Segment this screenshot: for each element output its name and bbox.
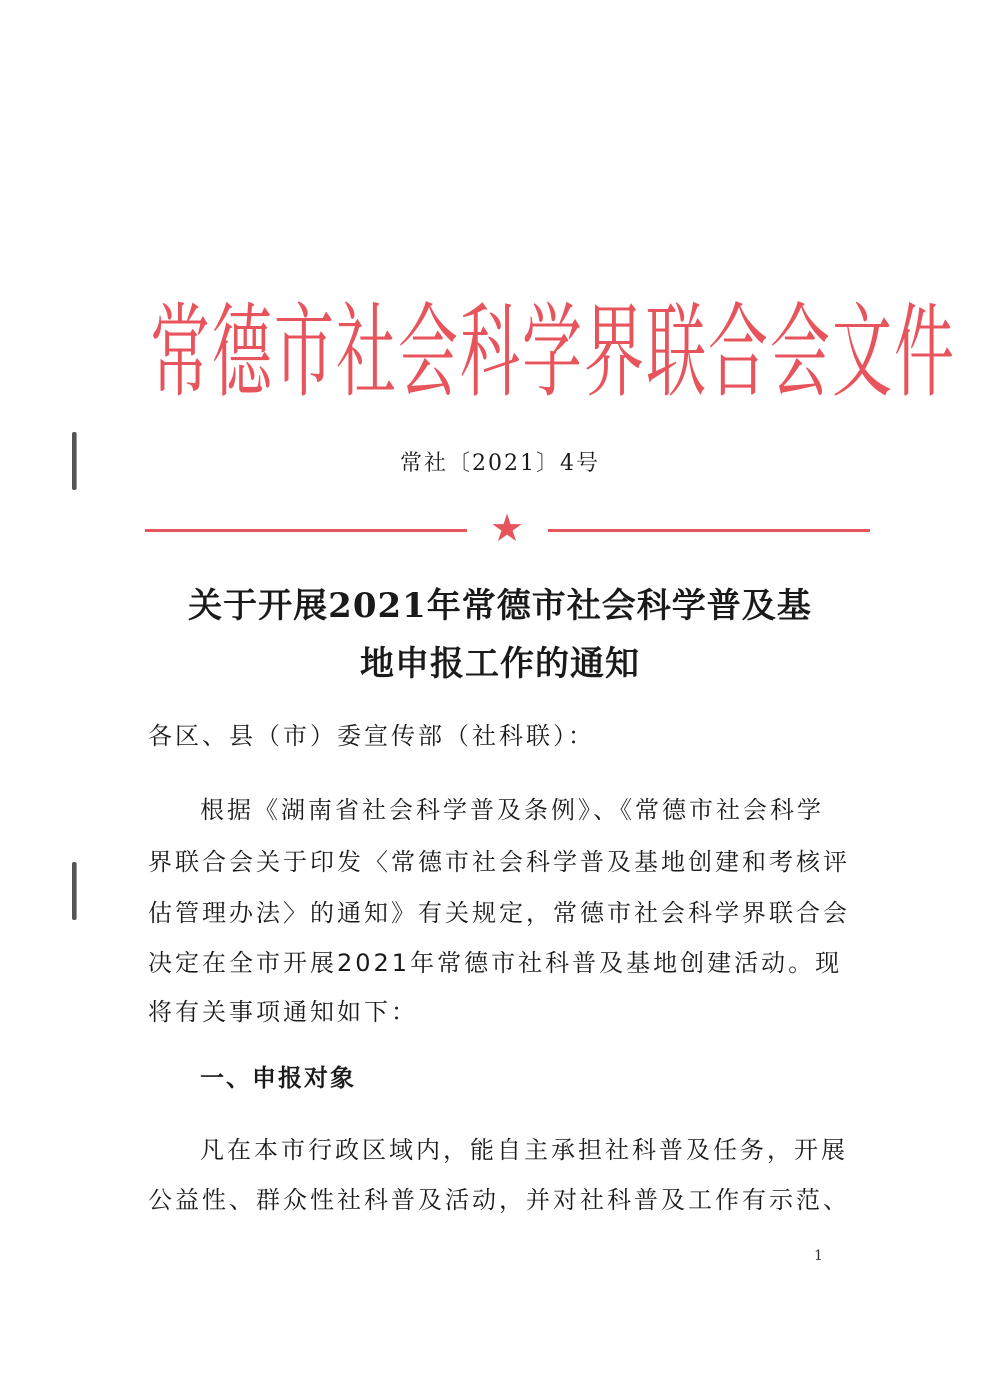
divider-line-right [548,529,870,532]
masthead-title: 常德市社会科学界联合会文件 [150,294,956,414]
paragraph-line: 决定在全市开展2021年常德市社科普及基地创建活动。现 [148,949,843,977]
paragraph-line: 公益性、群众性社科普及活动，并对社科普及工作有示范、 [148,1186,850,1214]
staple-mark [72,432,76,490]
notice-title-line-1: 关于开展2021年常德市社会科学普及基 [188,586,812,626]
paragraph-line: 估管理办法〉的通知》有关规定，常德市社会科学界联合会 [148,899,850,927]
staple-mark [72,862,76,920]
paragraph-line: 凡在本市行政区域内，能自主承担社科普及任务，开展 [200,1136,848,1164]
page-number: 1 [814,1248,823,1264]
paragraph-line: 界联合会关于印发〈常德市社会科学普及基地创建和考核评 [148,848,850,876]
divider-line-left [145,529,467,532]
paragraph-line: 将有关事项通知如下： [148,998,418,1026]
red-divider [145,506,870,550]
paragraph-line: 根据《湖南省社会科学普及条例》、《常德市社会科学 [200,796,824,824]
star-icon: ★ [489,506,525,550]
document-number: 常社〔2021〕4号 [400,451,600,476]
section-heading: 一、申报对象 [200,1064,356,1092]
salutation: 各区、县（市）委宣传部（社科联）： [148,722,595,750]
notice-title-line-2: 地申报工作的通知 [360,644,640,684]
